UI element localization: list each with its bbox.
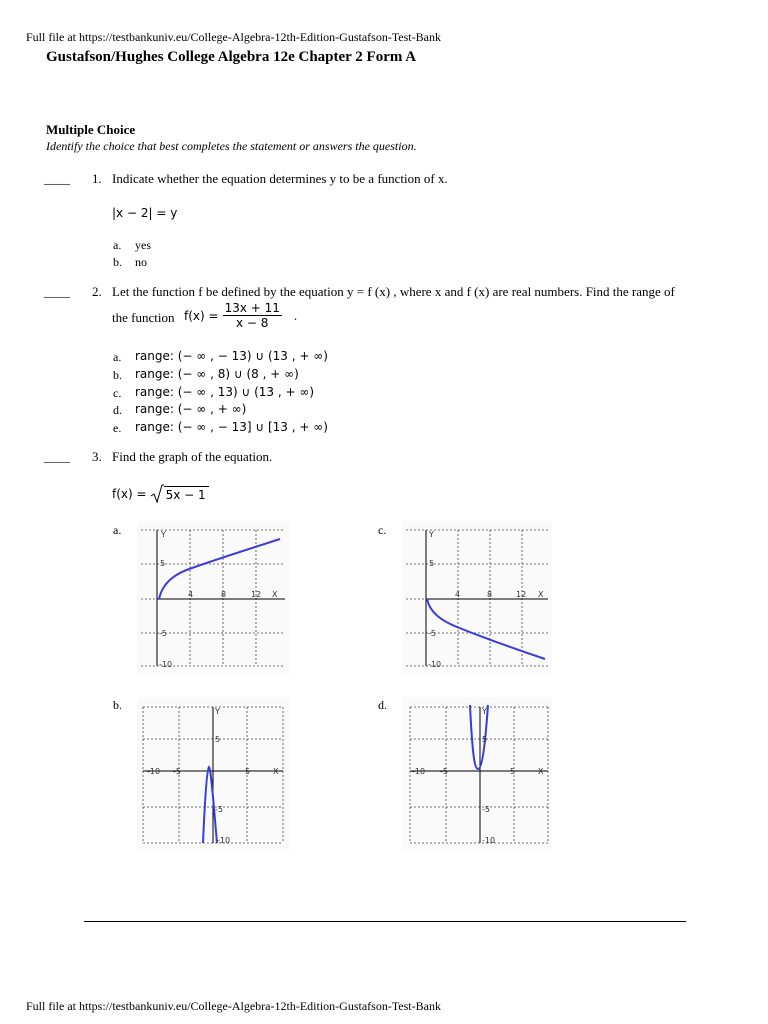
graph-d-tick-ym10: -10 — [482, 836, 496, 845]
graph-d[interactable] — [402, 697, 552, 851]
graph-d-tick-m5: -5 — [440, 767, 448, 776]
graph-d-tick-5: 5 — [482, 735, 488, 744]
graph-b-tick-ym10: -10 — [217, 836, 231, 845]
graph-c-tick-12: 12 — [516, 590, 527, 599]
graph-b-tick-5x: 5 — [245, 767, 251, 776]
question-2-option-a-letter: a. — [113, 350, 122, 364]
graph-d-tick-ym5: -5 — [482, 805, 490, 814]
graph-d-x-label: X — [538, 767, 544, 776]
section-instructions: Identify the choice that best completes the statement or answers the question. — [46, 139, 417, 153]
question-1-option-b-letter: b. — [113, 255, 122, 269]
question-2-option-d-letter: d. — [113, 403, 122, 417]
question-2-numerator: 13x + 11 — [224, 301, 280, 315]
graph-b-tick-5: 5 — [215, 735, 221, 744]
question-2-text-line1: Let the function f be defined by the equation y = f (x) , where x and f (x) are real numbers. Find the range of — [112, 284, 675, 299]
graph-b[interactable] — [137, 697, 289, 851]
question-1-number: 1. — [92, 171, 102, 186]
graph-a-x-label: X — [272, 590, 278, 599]
question-1-option-a[interactable]: yes — [135, 238, 151, 252]
graph-a-letter: a. — [113, 523, 122, 537]
graph-b-x-label: X — [273, 767, 279, 776]
question-1-text: Indicate whether the equation determines y to be a function of x. — [112, 171, 448, 186]
graph-a-tick-8: 8 — [221, 590, 227, 599]
question-2-denominator: x − 8 — [236, 316, 269, 330]
question-2-text-line2: the function — [112, 310, 175, 325]
graph-c-x-label: X — [538, 590, 544, 599]
graph-a-curve — [159, 539, 280, 599]
question-2-fraction — [223, 301, 282, 330]
question-3-fx: f(x) = — [112, 487, 147, 501]
graph-a-tick-m5: -5 — [159, 629, 167, 638]
section-heading: Multiple Choice — [46, 122, 136, 137]
question-3-number: 3. — [92, 449, 102, 464]
graph-b-tick-m5: -5 — [173, 767, 181, 776]
graph-d-y-label: Y — [482, 707, 487, 716]
question-2-option-d[interactable]: range: (− ∞ , + ∞) — [135, 402, 247, 416]
graph-b-tick-ym5: -5 — [215, 805, 223, 814]
graph-a-tick-5: 5 — [160, 559, 166, 568]
answer-blank-3[interactable]: ____ — [44, 449, 70, 464]
graph-d-letter: d. — [378, 698, 387, 712]
question-2-fx: f(x) = — [184, 308, 219, 323]
graph-c-tick-5: 5 — [429, 559, 435, 568]
graph-c[interactable] — [402, 521, 552, 675]
graph-c-tick-m10: -10 — [428, 660, 442, 669]
question-2-option-b[interactable]: range: (− ∞ , 8) ∪ (8 , + ∞) — [135, 367, 299, 381]
question-2-option-e[interactable]: range: (− ∞ , − 13] ∪ [13 , + ∞) — [135, 420, 328, 434]
question-2-period: . — [293, 307, 298, 323]
graph-c-curve — [427, 599, 545, 659]
graph-b-letter: b. — [113, 698, 122, 712]
top-url-line: Full file at https://testbankuniv.eu/College-Algebra-12th-Edition-Gustafson-Test-Bank — [26, 30, 441, 44]
graph-a-tick-4: 4 — [188, 590, 194, 599]
question-1-equation: |x − 2| = y — [112, 206, 178, 220]
question-2-option-e-letter: e. — [113, 421, 122, 435]
question-2-number: 2. — [92, 284, 102, 299]
graph-b-tick-m10: -10 — [147, 767, 161, 776]
bottom-url-line: Full file at https://testbankuniv.eu/College-Algebra-12th-Edition-Gustafson-Test-Bank — [26, 999, 441, 1013]
graph-d-tick-5x: 5 — [510, 767, 516, 776]
question-2-option-c-letter: c. — [113, 386, 122, 400]
radical-sign-icon — [150, 484, 164, 504]
graph-a[interactable] — [137, 521, 289, 675]
question-3-text: Find the graph of the equation. — [112, 449, 273, 464]
graph-d-tick-m10: -10 — [412, 767, 426, 776]
question-2-function — [184, 301, 297, 330]
question-3-radicand: 5x − 1 — [164, 486, 209, 503]
graph-c-tick-8: 8 — [487, 590, 493, 599]
graph-a-tick-12: 12 — [251, 590, 262, 599]
graph-c-y-label: Y — [429, 530, 434, 539]
question-2-option-b-letter: b. — [113, 368, 122, 382]
graph-b-y-label: Y — [215, 707, 220, 716]
answer-blank-1[interactable]: ____ — [44, 171, 70, 186]
question-1-option-a-letter: a. — [113, 238, 122, 252]
question-2-option-c[interactable]: range: (− ∞ , 13) ∪ (13 , + ∞) — [135, 385, 315, 399]
graph-c-tick-4: 4 — [455, 590, 461, 599]
graph-c-letter: c. — [378, 523, 387, 537]
question-3-equation — [112, 484, 209, 504]
question-2-option-a[interactable]: range: (− ∞ , − 13) ∪ (13 , + ∞) — [135, 349, 328, 363]
graph-c-tick-m5: -5 — [428, 629, 436, 638]
graph-a-tick-m10: -10 — [159, 660, 173, 669]
footer-divider — [84, 921, 686, 922]
answer-blank-2[interactable]: ____ — [44, 284, 70, 299]
document-title: Gustafson/Hughes College Algebra 12e Chapter 2 Form A — [46, 49, 417, 65]
question-1-option-b[interactable]: no — [135, 255, 147, 269]
graph-a-y-label: Y — [161, 530, 166, 539]
